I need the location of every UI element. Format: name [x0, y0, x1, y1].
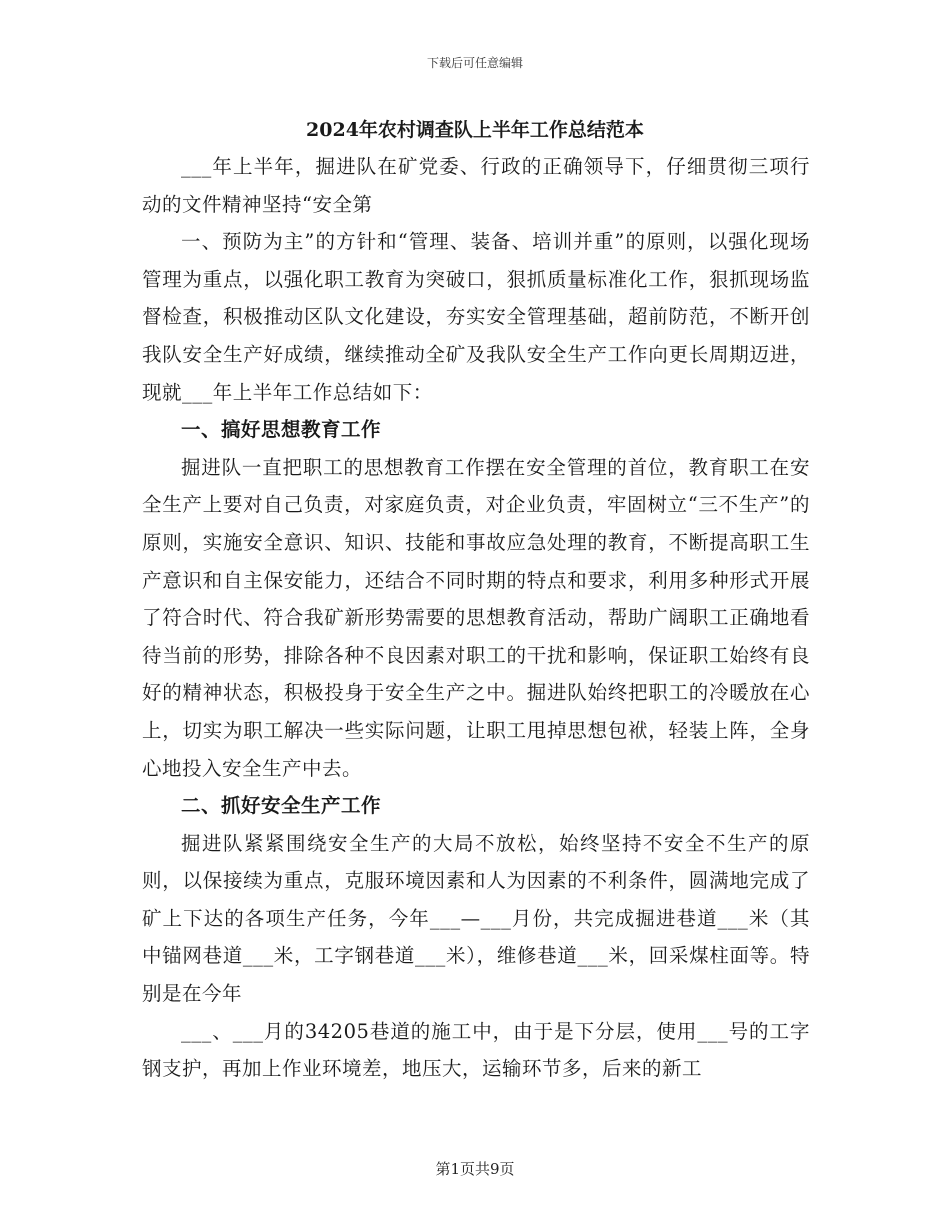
paragraph-intro: ___年上半年，掘进队在矿党委、行政的正确领导下，仔细贯彻三项行动的文件精神坚持“安全第	[142, 155, 810, 216]
page-number-footer: 第1页共9页	[435, 1160, 515, 1178]
document-title: 2024年农村调查队上半年工作总结范本	[306, 119, 644, 141]
document-body	[142, 148, 810, 1088]
paragraph-education: 掘进队一直把职工的思想教育工作摆在安全管理的首位，教育职工在安全生产上要对自己负责，对家庭负责，对企业负责，牢固树立“三不生产”的原则，实施安全意识、知识、技能和事故应急处理的教育，不断提高职工生产意识和自主保安能力，还结合不同时期的特点和要求，利用多种形式开展了符合时代、符合我矿新形势需要的思想教育活动，帮助广阔职工正确地看待当前的形势，排除各种不良因素对职工的干扰和影响，保证职工始终有良好的精神状态，积极投身于安全生产之中。掘进队始终把职工的冷暖放在心上，切实为职工解决一些实际问题，让职工甩掉思想包袱，轻装上阵，全身心地投入安全生产中去。	[142, 455, 810, 780]
section-heading-education: 一、搞好思想教育工作	[181, 418, 382, 442]
paragraph-principles: 一、预防为主”的方针和“管理、装备、培训并重”的原则，以强化现场管理为重点，以强化职工教育为突破口，狠抓质量标准化工作，狠抓现场监督检查，积极推动区队文化建设，夯实安全管理基础，超前防范，不断开创我队安全生产好成绩，继续推动全矿及我队安全生产工作向更长周期迈进，现就___年上半年工作总结如下：	[142, 230, 810, 404]
paragraph-construction: ___、___月的34205巷道的施工中，由于是下分层，使用___号的工字钢支护，再加上作业环境差，地压大，运输环节多，后来的新工	[142, 1019, 810, 1081]
section-heading-safety: 二、抓好安全生产工作	[181, 794, 382, 818]
header-note: 下载后可任意编辑	[426, 56, 523, 70]
paragraph-safety: 掘进队紧紧围绕安全生产的大局不放松，始终坚持不安全不生产的原则，以保接续为重点，克服环境因素和人为因素的不利条件，圆满地完成了矿上下达的各项生产任务，今年___—___月份，共完成掘进巷道___米（其中锚网巷道___米，工字钢巷道___米），维修巷道___米，回采煤柱面等。特别是在今年	[142, 831, 810, 1006]
